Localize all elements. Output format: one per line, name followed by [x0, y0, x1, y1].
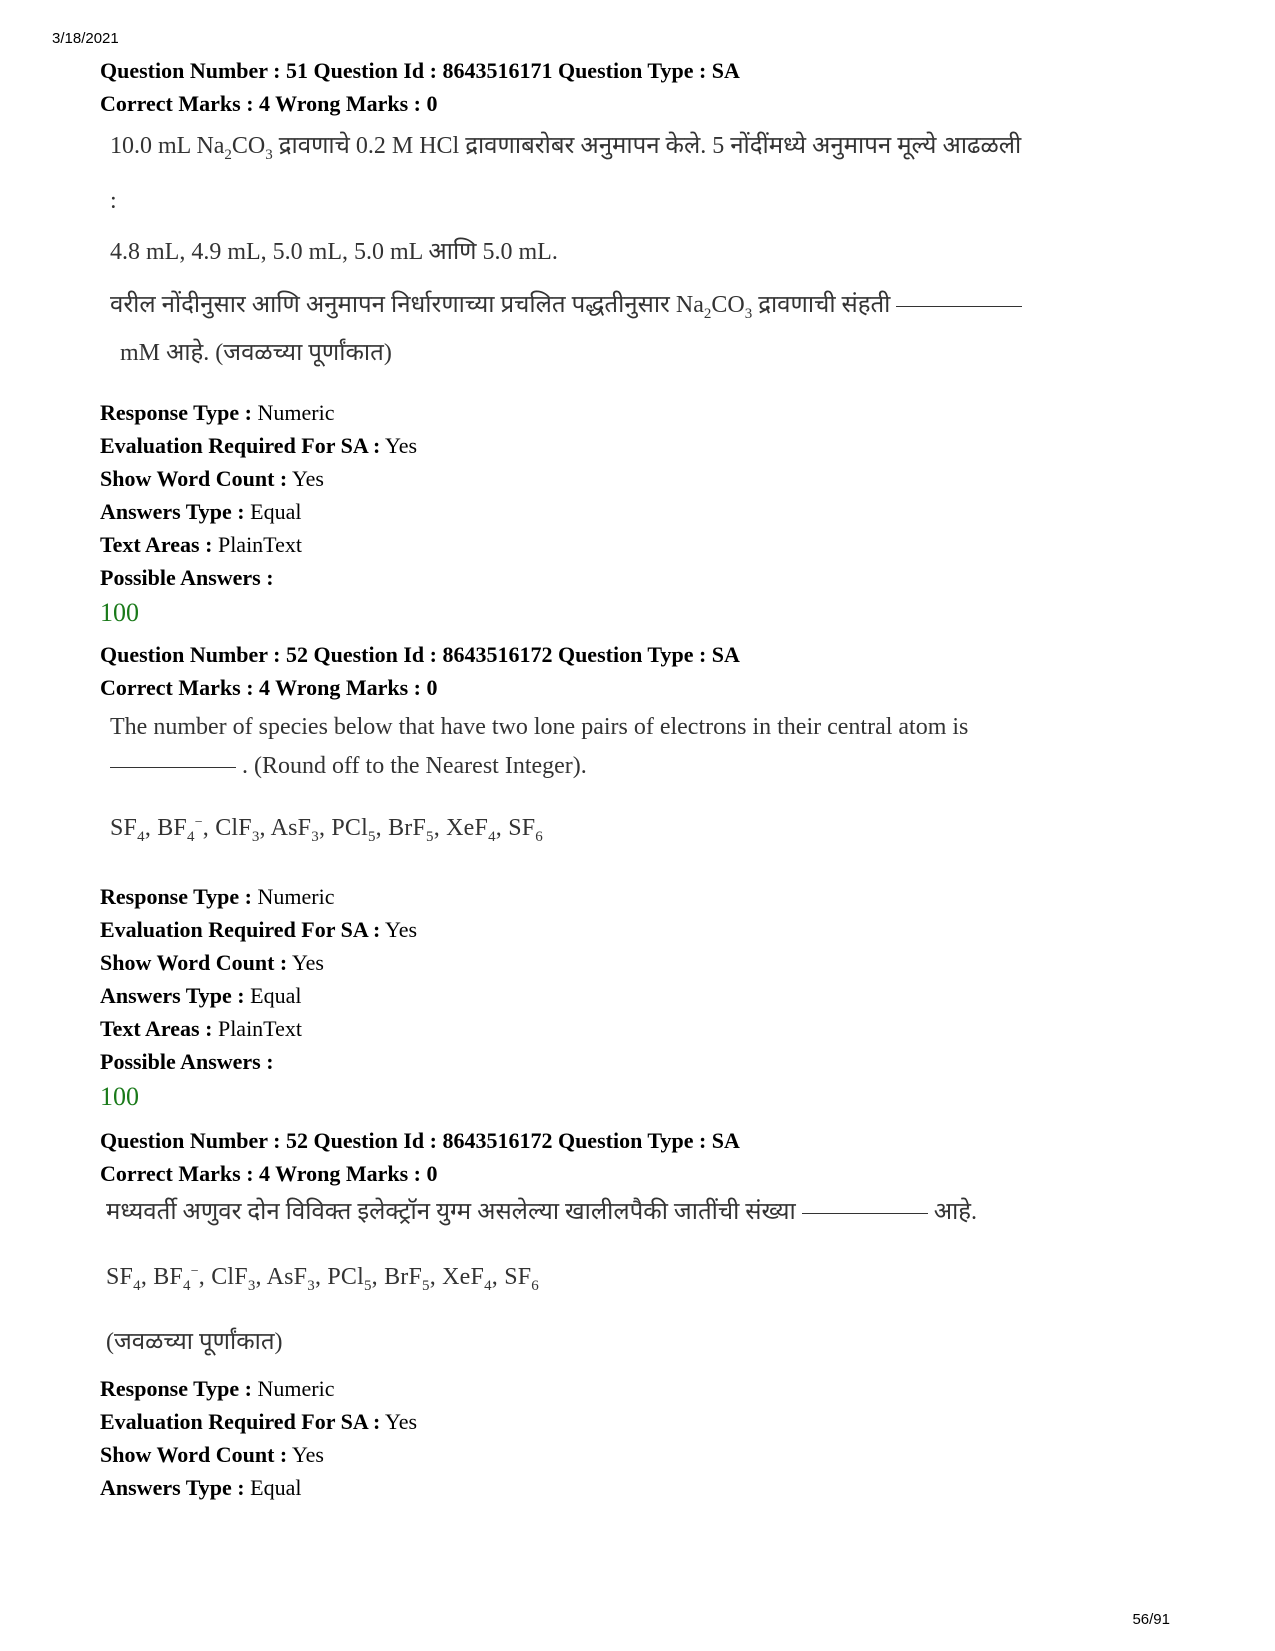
value: PlainText	[217, 1015, 302, 1041]
question-line: The number of species below that have two lone pairs of electrons in their central atom is	[110, 714, 969, 740]
answers-type	[100, 495, 1180, 528]
question-meta	[100, 1372, 1180, 1504]
question-line	[110, 124, 1180, 177]
text: ClF	[215, 815, 252, 841]
subscript: 6	[531, 1277, 539, 1294]
possible-answer: 100	[100, 597, 139, 627]
text: AsF	[270, 815, 312, 841]
superscript: −	[190, 1264, 199, 1279]
value: Equal	[250, 982, 302, 1008]
text: ,	[144, 815, 158, 841]
subscript: 3	[251, 828, 260, 845]
label: Possible Answers :	[100, 1048, 274, 1074]
text: ,	[491, 1264, 505, 1290]
species-list	[110, 792, 1180, 868]
label: Text Areas :	[100, 531, 213, 557]
label: Answers Type :	[100, 1474, 245, 1500]
text: ,	[202, 815, 216, 841]
value: Equal	[250, 498, 302, 524]
value: Yes	[291, 465, 324, 491]
subscript: 5	[426, 828, 434, 845]
value: Yes	[385, 1408, 418, 1434]
text: वरील नोंदीनुसार आणि अनुमापन निर्धारणाच्या प्रचलित पद्धतीनुसार Na	[110, 291, 704, 318]
label: Evaluation Required For SA :	[100, 432, 381, 458]
answer-blank	[110, 766, 236, 768]
superscript: −	[194, 815, 203, 830]
subscript: 2	[224, 146, 232, 163]
label: Text Areas :	[100, 1015, 213, 1041]
show-word-count	[100, 1438, 1180, 1471]
answers-type	[100, 1471, 1180, 1504]
titration-readings: 4.8 mL, 4.9 mL, 5.0 mL, 5.0 mL आणि 5.0 mL.	[110, 238, 558, 265]
question-header: Question Number : 51 Question Id : 8643516171 Question Type : SA	[100, 58, 740, 83]
text: XeF	[442, 1264, 485, 1290]
text: ,	[375, 815, 389, 841]
question-line: mM आहे. (जवळच्या पूर्णांकात)	[120, 339, 392, 366]
text: ,	[429, 1264, 443, 1290]
text: BF	[153, 1264, 183, 1290]
subscript: 4	[137, 828, 145, 845]
value: Yes	[385, 432, 418, 458]
text: ,	[495, 815, 509, 841]
question-header: Question Number : 52 Question Id : 8643516172 Question Type : SA	[100, 1128, 740, 1153]
value: Yes	[291, 1441, 324, 1467]
subscript: 3	[247, 1277, 256, 1294]
label: Possible Answers :	[100, 564, 274, 590]
subscript: 5	[363, 1277, 372, 1294]
subscript: 2	[703, 305, 712, 322]
possible-answers-label	[100, 561, 1180, 594]
value: Yes	[291, 949, 324, 975]
answer-blank	[802, 1212, 928, 1214]
text: CO	[231, 133, 266, 159]
text: XeF	[446, 815, 489, 841]
text: ,	[318, 815, 332, 841]
question-52-english	[100, 638, 1180, 1114]
label: Answers Type :	[100, 498, 245, 524]
text: मध्यवर्ती अणुवर दोन विविक्त इलेक्ट्रॉन युग्म असलेल्या खालीलपैकी जातींची संख्या	[106, 1199, 796, 1225]
possible-answer: 100	[100, 1081, 139, 1111]
question-51	[100, 54, 1180, 630]
text: SF	[110, 815, 138, 841]
subscript: 3	[744, 305, 753, 322]
question-meta	[100, 396, 1180, 630]
subscript: 4	[133, 1277, 141, 1294]
text: ClF	[211, 1264, 248, 1290]
text: PCl	[327, 1264, 364, 1290]
evaluation-required	[100, 1405, 1180, 1438]
text: BrF	[388, 815, 427, 841]
label: Response Type :	[100, 1375, 252, 1401]
show-word-count	[100, 946, 1180, 979]
label: Answers Type :	[100, 982, 245, 1008]
value: Numeric	[257, 1375, 335, 1401]
value: Numeric	[257, 883, 335, 909]
label: Show Word Count :	[100, 949, 288, 975]
label: Show Word Count :	[100, 1441, 288, 1467]
text: ,	[255, 1264, 267, 1290]
question-body	[100, 708, 1180, 868]
question-header: Question Number : 52 Question Id : 8643516172 Question Type : SA	[100, 642, 740, 667]
subscript: 5	[422, 1277, 430, 1294]
text: CO	[711, 291, 745, 318]
text: ,	[314, 1264, 328, 1290]
question-line	[110, 746, 1180, 786]
response-type	[100, 396, 1180, 429]
response-type	[100, 880, 1180, 913]
subscript: 6	[535, 828, 543, 845]
subscript: 4	[186, 828, 195, 845]
question-line	[106, 1194, 1180, 1230]
question-marks: Correct Marks : 4 Wrong Marks : 0	[100, 91, 438, 116]
text: 10.0 mL Na	[110, 133, 225, 159]
text: SF	[508, 815, 536, 841]
text: द्रावणाची संहती	[752, 291, 891, 318]
evaluation-required	[100, 429, 1180, 462]
text: ,	[371, 1264, 385, 1290]
answer-blank	[896, 305, 1022, 307]
text: ,	[433, 815, 447, 841]
answers-type	[100, 979, 1180, 1012]
text: . (Round off to the Nearest Integer).	[242, 753, 587, 779]
question-note: (जवळच्या पूर्णांकात)	[106, 1328, 283, 1355]
response-type	[100, 1372, 1180, 1405]
subscript: 5	[367, 828, 376, 845]
question-meta	[100, 880, 1180, 1114]
text: SF	[106, 1264, 134, 1290]
question-body	[100, 124, 1180, 368]
text: SF	[504, 1264, 532, 1290]
page-date: 3/18/2021	[52, 30, 119, 47]
text: ,	[140, 1264, 154, 1290]
text: द्रावणाचे 0.2 M HCl द्रावणाबरोबर अनुमापन केले. 5 नोंदींमध्ये अनुमापन मूल्ये आढळली	[272, 133, 1022, 159]
page-number: 56/91	[1132, 1611, 1170, 1628]
label: Response Type :	[100, 399, 252, 425]
subscript: 3	[311, 828, 319, 845]
possible-answers-label	[100, 1045, 1180, 1078]
question-marks: Correct Marks : 4 Wrong Marks : 0	[100, 1161, 438, 1186]
text: ,	[259, 815, 271, 841]
question-line	[110, 281, 1180, 338]
text: PCl	[331, 815, 368, 841]
text: BF	[157, 815, 187, 841]
subscript: 3	[265, 146, 273, 163]
question-body	[100, 1194, 1180, 1366]
question-marks: Correct Marks : 4 Wrong Marks : 0	[100, 675, 438, 700]
label: Evaluation Required For SA :	[100, 1408, 381, 1434]
subscript: 4	[182, 1277, 191, 1294]
label: Response Type :	[100, 883, 252, 909]
value: Numeric	[257, 399, 335, 425]
text-areas	[100, 1012, 1180, 1045]
question-colon: :	[110, 187, 117, 214]
value: Yes	[385, 916, 418, 942]
label: Show Word Count :	[100, 465, 288, 491]
subscript: 4	[488, 828, 496, 845]
question-52-marathi	[100, 1124, 1180, 1504]
text: AsF	[266, 1264, 308, 1290]
label: Evaluation Required For SA :	[100, 916, 381, 942]
evaluation-required	[100, 913, 1180, 946]
text: BrF	[384, 1264, 423, 1290]
text: ,	[198, 1264, 212, 1290]
species-list	[106, 1240, 1180, 1318]
text: आहे.	[933, 1199, 977, 1225]
show-word-count	[100, 462, 1180, 495]
value: PlainText	[217, 531, 302, 557]
subscript: 3	[307, 1277, 315, 1294]
value: Equal	[250, 1474, 302, 1500]
subscript: 4	[484, 1277, 492, 1294]
text-areas	[100, 528, 1180, 561]
